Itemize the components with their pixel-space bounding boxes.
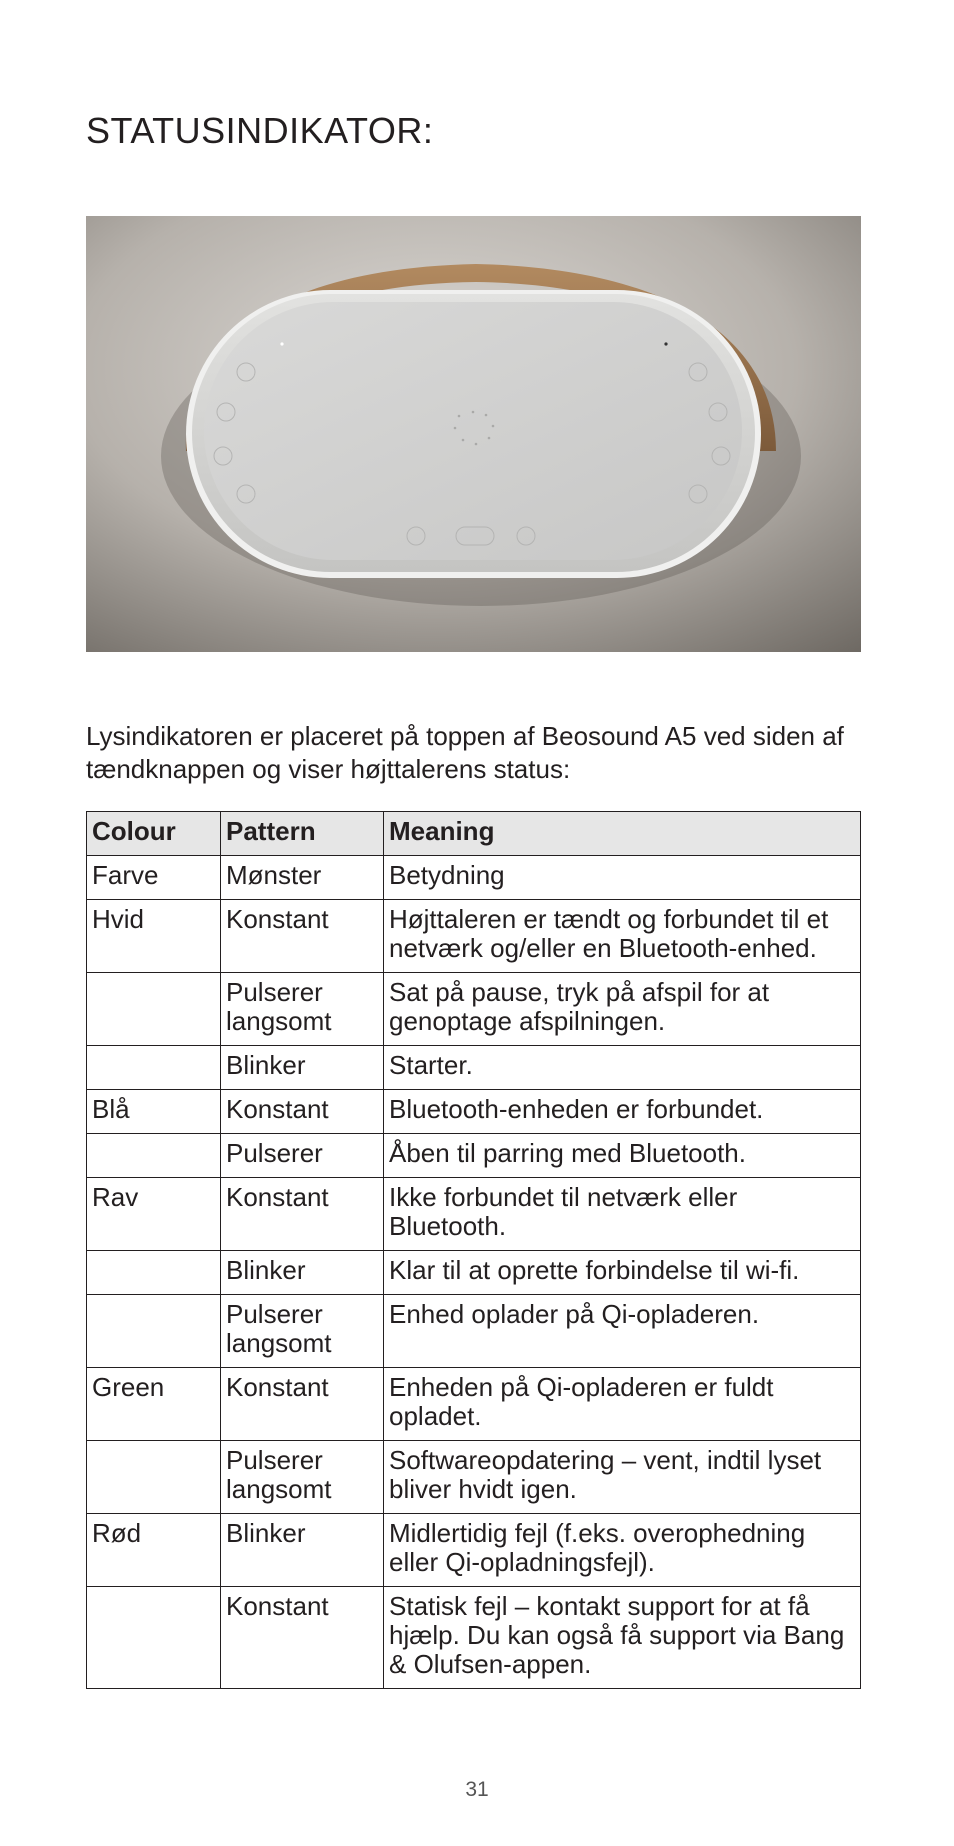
cell-pattern: Konstant [221,1178,384,1251]
cell-colour: Rav [87,1178,221,1251]
cell-pattern: Pulserer langsomt [221,973,384,1046]
table-header-row [87,812,861,856]
table-row [87,900,861,973]
cell-pattern: Blinker [221,1251,384,1295]
cell-meaning: Enhed oplader på Qi-opladeren. [384,1295,861,1368]
cell-colour: Hvid [87,900,221,973]
table-row [87,1295,861,1368]
table-row [87,1134,861,1178]
cell-meaning: Klar til at oprette forbindelse til wi-fi. [384,1251,861,1295]
product-photo [86,216,861,652]
cell-meaning: Softwareopdatering – vent, indtil lyset bliver hvidt igen. [384,1441,861,1514]
cell-colour [87,1587,221,1689]
cell-meaning: Bluetooth-enheden er forbundet. [384,1090,861,1134]
table-row [87,973,861,1046]
cell-meaning: Betydning [384,856,861,900]
cell-colour: Farve [87,856,221,900]
cell-pattern: Konstant [221,1090,384,1134]
cell-meaning: Åben til parring med Bluetooth. [384,1134,861,1178]
cell-pattern: Konstant [221,900,384,973]
cell-pattern: Pulserer [221,1134,384,1178]
cell-pattern: Konstant [221,1587,384,1689]
cell-meaning: Starter. [384,1046,861,1090]
cell-colour [87,1251,221,1295]
speaker-top-view-image [86,216,861,652]
cell-colour: Green [87,1368,221,1441]
cell-meaning: Midlertidig fejl (f.eks. overophedning eller Qi-opladningsfejl). [384,1514,861,1587]
table-row [87,1251,861,1295]
cell-colour [87,973,221,1046]
cell-colour: Rød [87,1514,221,1587]
cell-colour [87,1295,221,1368]
intro-text: Lysindikatoren er placeret på toppen af Beosound A5 ved siden af tændknappen og viser højttalerens status: [86,721,844,784]
cell-meaning: Enheden på Qi-opladeren er fuldt opladet. [384,1368,861,1441]
cell-pattern: Pulserer langsomt [221,1295,384,1368]
cell-colour [87,1441,221,1514]
cell-colour: Blå [87,1090,221,1134]
table-row [87,1046,861,1090]
column-header-colour: Colour [87,812,221,856]
cell-pattern: Konstant [221,1368,384,1441]
table-row [87,1368,861,1441]
cell-pattern: Mønster [221,856,384,900]
page-number: 31 [465,1778,489,1801]
column-header-pattern: Pattern [221,812,384,856]
table-row [87,1090,861,1134]
cell-colour [87,1046,221,1090]
cell-pattern: Blinker [221,1514,384,1587]
table-row [87,1178,861,1251]
table-row [87,1441,861,1514]
column-header-meaning: Meaning [384,812,861,856]
cell-colour [87,1134,221,1178]
table-row [87,1514,861,1587]
cell-meaning: Ikke forbundet til netværk eller Bluetooth. [384,1178,861,1251]
cell-meaning: Højttaleren er tændt og forbundet til et netværk og/eller en Bluetooth-enhed. [384,900,861,973]
cell-meaning: Statisk fejl – kontakt support for at få hjælp. Du kan også få support via Bang & Olufsen-appen. [384,1587,861,1689]
table-row [87,856,861,900]
cell-pattern: Blinker [221,1046,384,1090]
status-indicator-table [86,811,861,1689]
table-row [87,1587,861,1689]
page-title: STATUSINDIKATOR: [86,110,434,151]
cell-meaning: Sat på pause, tryk på afspil for at genoptage afspilningen. [384,973,861,1046]
cell-pattern: Pulserer langsomt [221,1441,384,1514]
